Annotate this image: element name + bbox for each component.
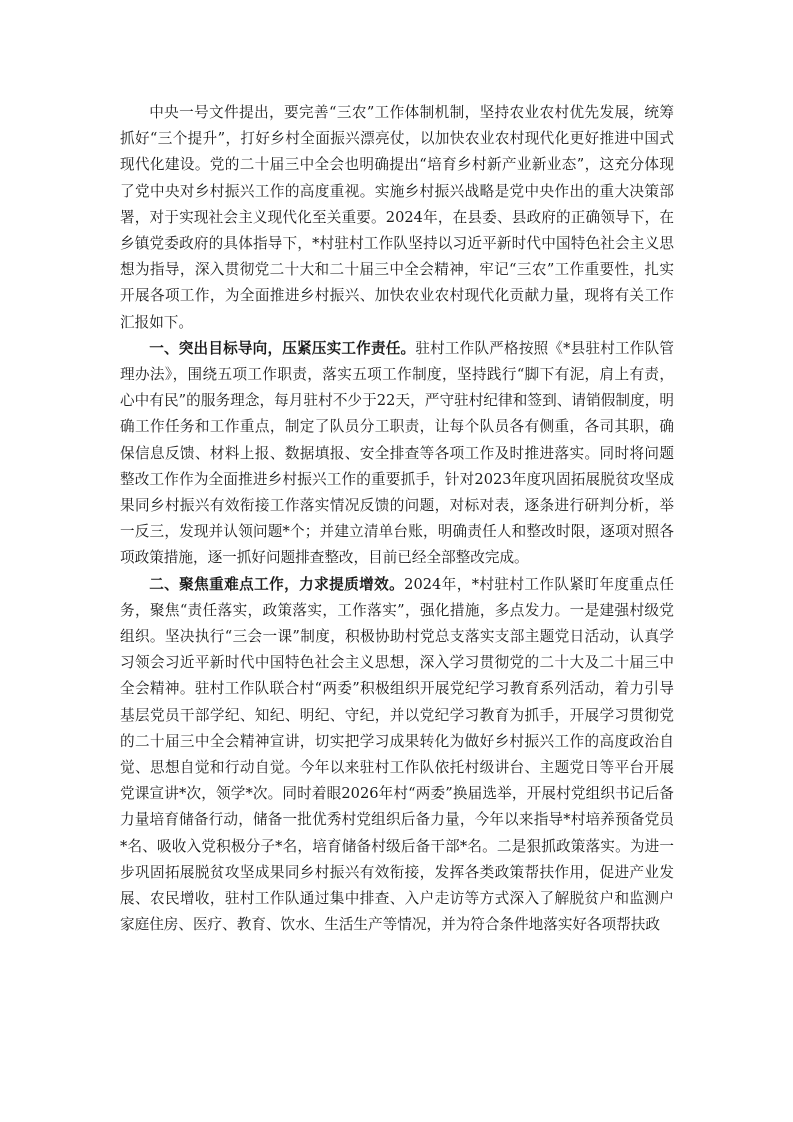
section-heading-2: 二、聚焦重难点工作，力求提质增效。: [149, 575, 405, 593]
paragraph-intro: [120, 100, 674, 336]
paragraph-text: 驻村工作队严格按照《*县驻村工作队管理办法》，围绕五项工作职责，落实五项工作制度，坚持践行“脚下有泥，肩上有责，心中有民”的服务理念，每月驻村不少于22天，严守驻村纪律和签到、请销假制度，明确工作任务和工作重点，制定了队员分工职责，让每个队员各有侧重，各司其职，确保信息反馈、材料上报、数据填报、安全排查等各项工作及时推进落实。同时将问题整改工作作为全面推进乡村振兴工作的重要抓手，针对2023年度巩固拓展脱贫攻坚成果同乡村振兴有效衔接工作落实情况反馈的问题，对标对表，逐条进行研判分析，举一反三，发现并认领问题*个；并建立清单台账，明确责任人和整改时限，逐项对照各项政策措施，逐一抓好问题排查整改，目前已经全部整改完成。: [120, 339, 674, 567]
paragraph-section-2: [120, 572, 674, 939]
paragraph-text: 中央一号文件提出，要完善“三农”工作体制机制，坚持农业农村优先发展，统筹抓好“三个提升”，打好乡村全面振兴漂亮仗，以加快农业农村现代化更好推进中国式现代化建设。党的二十届三中全会也明确提出“培育乡村新产业新业态”，这充分体现了党中央对乡村振兴工作的高度重视。实施乡村振兴战略是党中央作出的重大决策部署，对于实现社会主义现代化至关重要。2024年，在县委、县政府的正确领导下，在乡镇党委政府的具体指导下，*村驻村工作队坚持以习近平新时代中国特色社会主义思想为指导，深入贯彻党二十大和二十届三中全会精神，牢记“三农”工作重要性，扎实开展各项工作，为全面推进乡村振兴、加快农业农村现代化贡献力量，现将有关工作汇报如下。: [120, 104, 674, 331]
section-heading-1: 一、突出目标导向，压紧压实工作责任。: [149, 339, 416, 357]
paragraph-section-1: [120, 336, 674, 572]
paragraph-text: 2024年，*村驻村工作队紧盯年度重点任务，聚焦“责任落实，政策落实，工作落实”，强化措施，多点发力。一是建强村级党组织。坚决执行“三会一课”制度，积极协助村党总支落实支部主题党日活动，认真学习领会习近平新时代中国特色社会主义思想，深入学习贯彻党的二十大及二十届三中全会精神。驻村工作队联合村“两委”积极组织开展党纪学习教育系列活动，着力引导基层党员干部学纪、知纪、明纪、守纪，并以党纪学习教育为抓手，开展学习贯彻党的二十届三中全会精神宣讲，切实把学习成果转化为做好乡村振兴工作的高度政治自觉、思想自觉和行动自觉。今年以来驻村工作队依托村级讲台、主题党日等平台开展党课宣讲*次，领学*次。同时着眼2026年村“两委”换届选举，开展村党组织书记后备力量培育储备行动，储备一批优秀村党组织后备力量，今年以来指导*村培养预备党员*名、吸收入党积极分子*名，培育储备村级后备干部*名。二是狠抓政策落实。为进一步巩固拓展脱贫攻坚成果同乡村振兴有效衔接，发挥各类政策帮扶作用，促进产业发展、农民增收，驻村工作队通过集中排查、入户走访等方式深入了解脱贫户和监测户家庭住房、医疗、教育、饮水、生活生产等情况，并为符合条件地落实好各项帮扶政: [120, 575, 674, 934]
document-body: [120, 100, 674, 939]
